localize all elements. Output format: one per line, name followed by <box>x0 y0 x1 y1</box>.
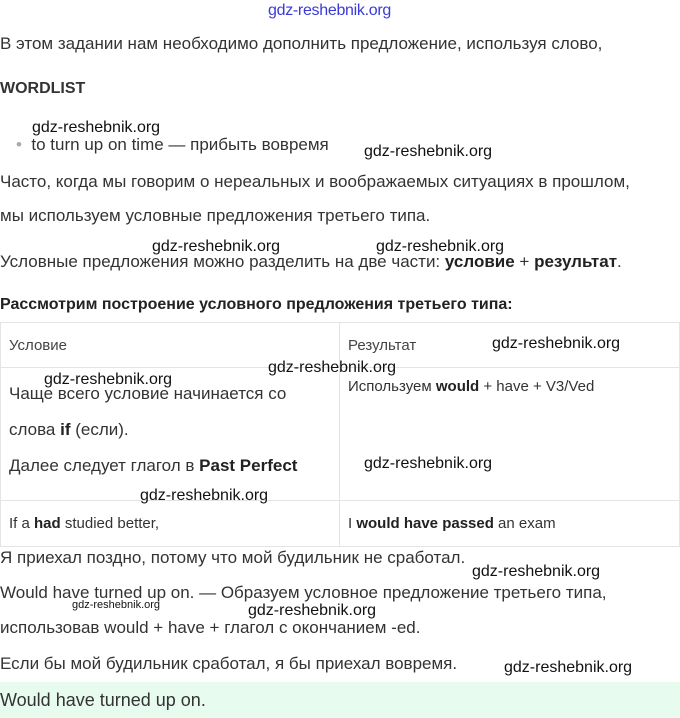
watermark: gdz-reshebnik.org <box>364 143 493 160</box>
header-result: Результат <box>340 323 680 368</box>
watermark-top: gdz-reshebnik.org <box>268 2 391 19</box>
explanation-line: использовав would + have + глагол с окончанием -ed. <box>0 618 421 637</box>
watermark: gdz-reshebnik.org <box>32 119 161 136</box>
header-condition: Условие <box>1 323 340 368</box>
bold-term: условие <box>444 252 515 271</box>
text: Условные предложения можно разделить на две части: <box>0 252 445 271</box>
watermark: gdz-reshebnik.org <box>140 487 269 504</box>
cell-condition: If a had studied better, <box>1 501 340 547</box>
wordlist-item <box>16 135 329 155</box>
paragraph-parts <box>0 252 622 272</box>
cell-line: Чаще всего условие начинается со <box>9 384 287 403</box>
bold-term: результат <box>534 252 618 271</box>
watermark: gdz-reshebnik.org <box>492 335 621 352</box>
text: + <box>514 252 535 271</box>
paragraph-line: мы используем условные предложения третьего типа. <box>0 206 431 225</box>
watermark: gdz-reshebnik.org <box>248 602 377 619</box>
table-row <box>1 501 680 547</box>
bullet-icon: • <box>16 135 22 154</box>
watermark: gdz-reshebnik.org <box>72 599 161 611</box>
explanation-line: Would have turned up on. — Образуем условное предложение третьего типа, <box>0 583 607 602</box>
intro-text: В этом задании нам необходимо дополнить предложение, используя слово, <box>0 34 603 53</box>
explanation-line: Если бы мой будильник сработал, я бы приехал вовремя. <box>0 654 458 673</box>
paragraph-line: Часто, когда мы говорим о нереальных и воображаемых ситуациях в прошлом, <box>0 172 630 191</box>
watermark: gdz-reshebnik.org <box>152 238 281 255</box>
cell-result: I would have passed an exam <box>340 501 680 547</box>
watermark: gdz-reshebnik.org <box>44 371 173 388</box>
answer-box <box>0 682 680 718</box>
conditional-table <box>0 322 680 547</box>
watermark: gdz-reshebnik.org <box>376 238 505 255</box>
cell-line: Далее следует глагол в Past Perfect <box>9 456 298 475</box>
watermark: gdz-reshebnik.org <box>472 563 601 580</box>
watermark: gdz-reshebnik.org <box>504 659 633 676</box>
wordlist-title: WORDLIST <box>0 80 86 97</box>
text: . <box>617 252 622 271</box>
watermark: gdz-reshebnik.org <box>268 359 397 376</box>
table-heading: Рассмотрим построение условного предложения третьего типа: <box>0 296 513 313</box>
answer-text: Would have turned up on. <box>0 690 206 710</box>
cell-line: слова if (если). <box>9 420 129 439</box>
cell-result: Используем would + have + V3/Ved <box>340 368 680 501</box>
watermark: gdz-reshebnik.org <box>364 455 493 472</box>
explanation-line: Я приехал поздно, потому что мой будильник не сработал. <box>0 548 466 567</box>
wordlist-item-text: to turn up on time — прибыть вовремя <box>31 135 329 154</box>
